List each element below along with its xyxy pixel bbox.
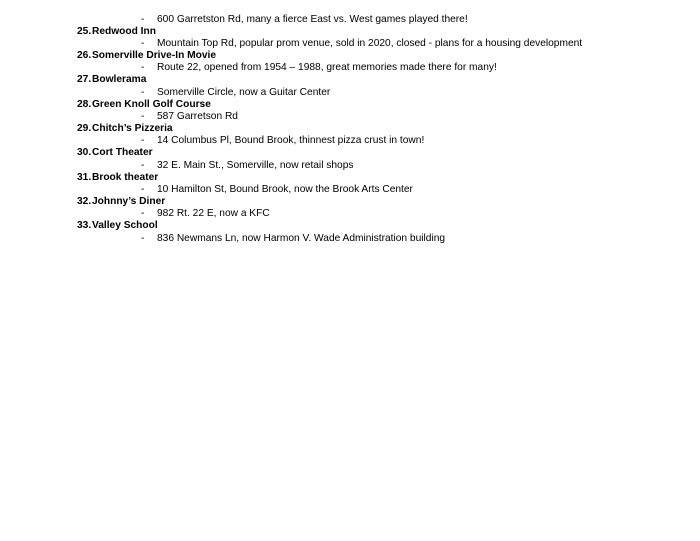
entry-detail: 836 Newmans Ln, now Harmon V. Wade Administration building — [157, 233, 446, 244]
entry-number: 26. — [77, 50, 92, 61]
bullet-dash: - — [141, 14, 145, 25]
entry-detail: 600 Garretston Rd, many a fierce East vs. West games played there! — [157, 14, 468, 25]
entry-detail: Somerville Circle, now a Guitar Center — [157, 87, 331, 98]
entry-detail: 587 Garretson Rd — [157, 111, 238, 122]
entry-title: Redwood Inn — [92, 26, 156, 37]
bullet-dash: - — [141, 62, 145, 73]
entry-detail: 982 Rt. 22 E, now a KFC — [157, 208, 270, 219]
entry-title: Cort Theater — [92, 147, 153, 158]
entry-number: 33. — [77, 220, 92, 231]
bullet-dash: - — [141, 184, 145, 195]
bullet-dash: - — [141, 233, 145, 244]
entry-detail: Mountain Top Rd, popular prom venue, sold in 2020, closed - plans for a housing development — [157, 38, 583, 49]
bullet-dash: - — [141, 160, 145, 171]
bullet-dash: - — [141, 87, 145, 98]
entry-title: Valley School — [92, 220, 158, 231]
bullet-dash: - — [141, 111, 145, 122]
bullet-dash: - — [141, 38, 145, 49]
entry-title: Green Knoll Golf Course — [92, 99, 211, 110]
entry-number: 31. — [77, 172, 92, 183]
entry-detail: 10 Hamilton St, Bound Brook, now the Brook Arts Center — [157, 184, 413, 195]
entry-detail: Route 22, opened from 1954 – 1988, great memories made there for many! — [157, 62, 497, 73]
entry-detail: 32 E. Main St., Somerville, now retail shops — [157, 160, 354, 171]
entry-number: 32. — [77, 196, 92, 207]
entry-number: 25. — [77, 26, 92, 37]
entry-title: Johnny’s Diner — [92, 196, 166, 207]
entry-number: 27. — [77, 74, 92, 85]
entry-title: Brook theater — [92, 172, 159, 183]
entry-title: Somerville Drive-In Movie — [92, 50, 216, 61]
entry-detail: 14 Columbus Pl, Bound Brook, thinnest pizza crust in town! — [157, 135, 425, 146]
entry-title: Bowlerama — [92, 74, 147, 85]
entry-number: 29. — [77, 123, 92, 134]
entry-number: 30. — [77, 147, 92, 158]
entry-number: 28. — [77, 99, 92, 110]
bullet-dash: - — [141, 135, 145, 146]
entry-title: Chitch’s Pizzeria — [92, 123, 173, 134]
bullet-dash: - — [141, 208, 145, 219]
